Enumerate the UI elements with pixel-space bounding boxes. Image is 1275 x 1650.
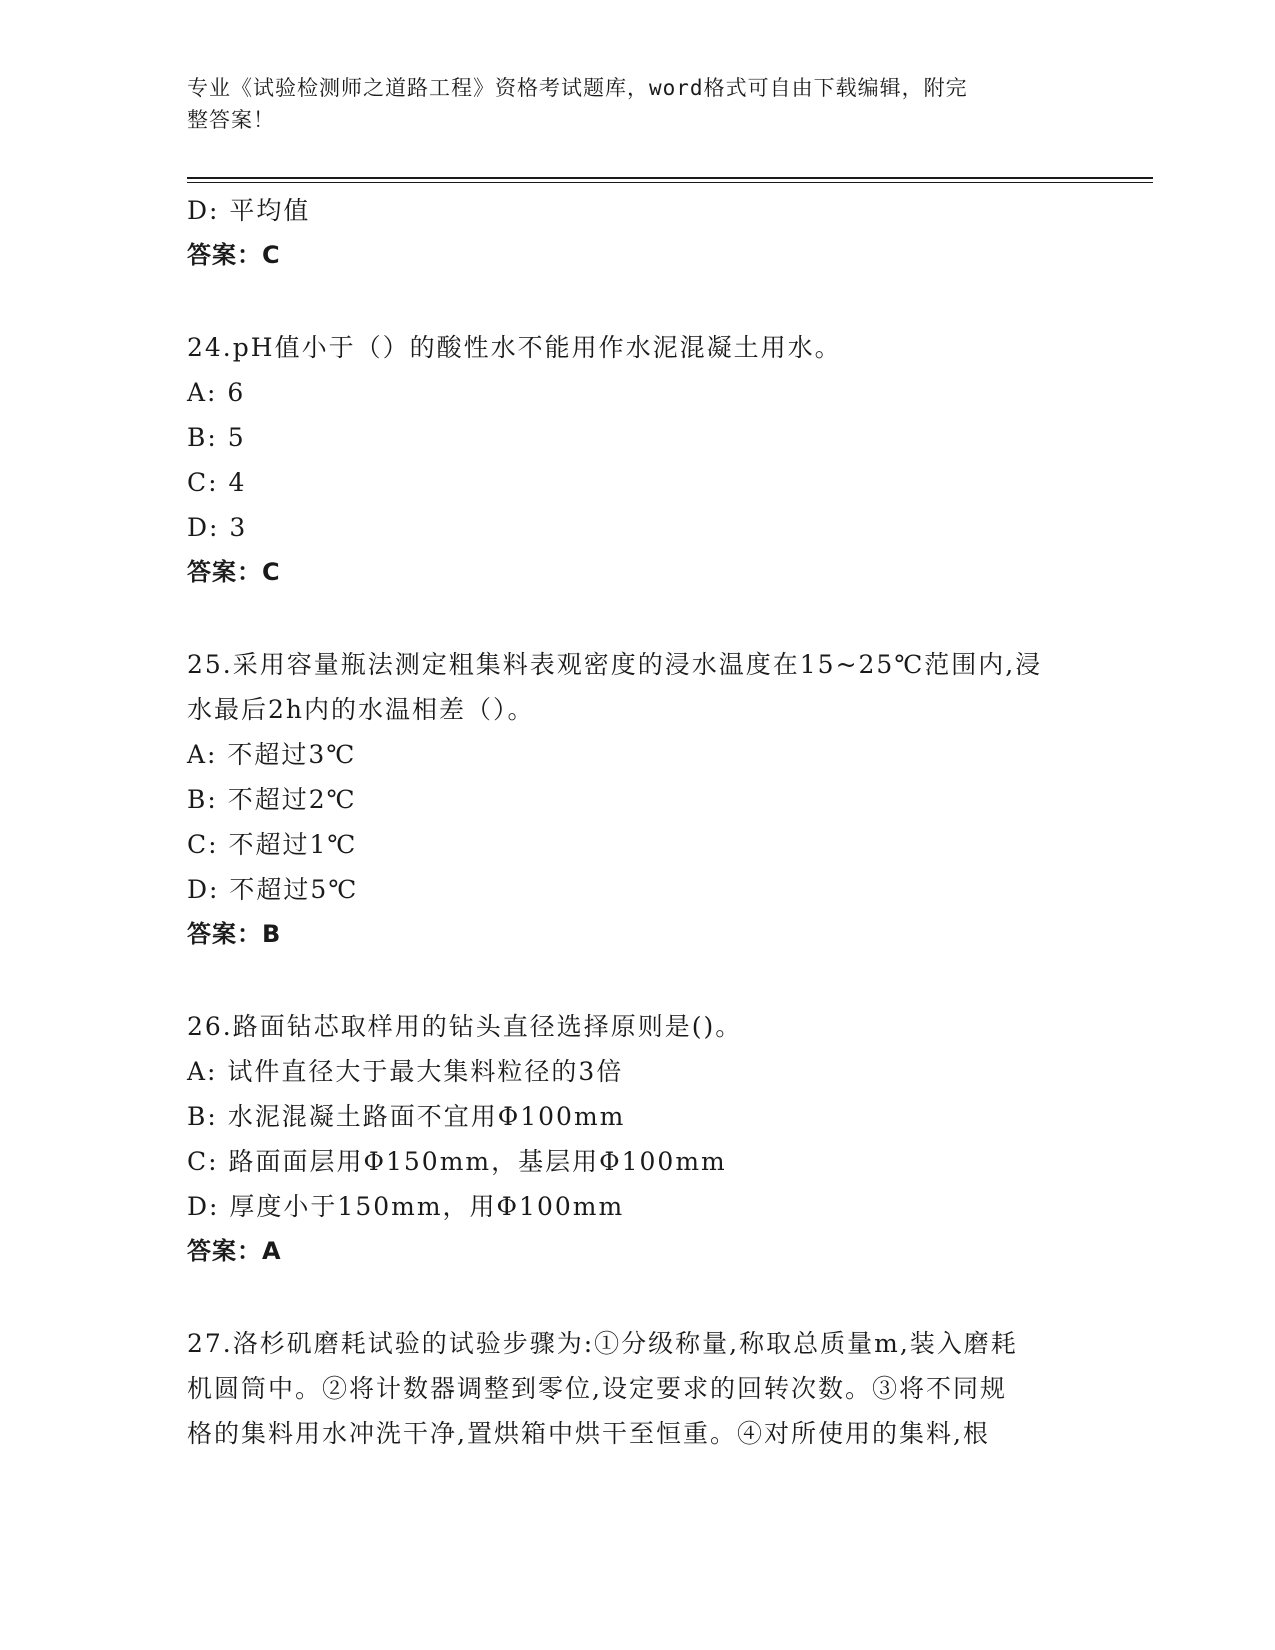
option-c: C: 路面面层用Φ150mm，基层用Φ100mm bbox=[187, 1147, 727, 1176]
header-rule-thick bbox=[187, 177, 1153, 179]
header-line-1: 专业《试验检测师之道路工程》资格考试题库，word格式可自由下载编辑，附完 bbox=[187, 76, 968, 100]
question-text: 24.pH值小于（）的酸性水不能用作水泥混凝土用水。 bbox=[187, 333, 842, 362]
option-a: A: 6 bbox=[187, 378, 246, 407]
header-rule-thin bbox=[187, 182, 1153, 183]
question-text-line-1: 27.洛杉矶磨耗试验的试验步骤为:①分级称量,称取总质量m,装入磨耗 bbox=[187, 1329, 1018, 1358]
question-text-line-2: 机圆筒中。②将计数器调整到零位,设定要求的回转次数。③将不同规 bbox=[187, 1374, 1007, 1403]
option-d: D: 不超过5℃ bbox=[187, 875, 359, 904]
option-d: D: 厚度小于150mm，用Φ100mm bbox=[187, 1192, 625, 1221]
question-list bbox=[187, 188, 1087, 1456]
page-header bbox=[187, 72, 1067, 136]
header-line-2: 整答案！ bbox=[187, 108, 275, 132]
answer-line: 答案：B bbox=[187, 920, 282, 948]
option-d: D: 平均值 bbox=[187, 196, 311, 225]
question-27 bbox=[187, 1321, 1087, 1456]
question-26 bbox=[187, 1004, 1087, 1274]
question-text-line-2: 水最后2h内的水温相差（）。 bbox=[187, 695, 535, 724]
answer-line: 答案：C bbox=[187, 241, 281, 269]
question-24 bbox=[187, 325, 1087, 595]
question-23-tail bbox=[187, 188, 1087, 278]
answer-line: 答案：A bbox=[187, 1237, 282, 1265]
option-c: C: 4 bbox=[187, 468, 247, 497]
answer-line: 答案：C bbox=[187, 558, 281, 586]
option-b: B: 水泥混凝土路面不宜用Φ100mm bbox=[187, 1102, 626, 1131]
option-a: A: 试件直径大于最大集料粒径的3倍 bbox=[187, 1057, 624, 1086]
option-a: A: 不超过3℃ bbox=[187, 740, 357, 769]
option-d: D: 3 bbox=[187, 513, 248, 542]
option-c: C: 不超过1℃ bbox=[187, 830, 358, 859]
option-b: B: 5 bbox=[187, 423, 246, 452]
question-text-line-1: 25.采用容量瓶法测定粗集料表观密度的浸水温度在15~25℃范围内,浸 bbox=[187, 650, 1043, 679]
option-b: B: 不超过2℃ bbox=[187, 785, 357, 814]
question-text-line-3: 格的集料用水冲洗干净,置烘箱中烘干至恒重。④对所使用的集料,根 bbox=[187, 1419, 990, 1448]
question-25 bbox=[187, 642, 1087, 957]
question-text: 26.路面钻芯取样用的钻头直径选择原则是()。 bbox=[187, 1012, 743, 1041]
